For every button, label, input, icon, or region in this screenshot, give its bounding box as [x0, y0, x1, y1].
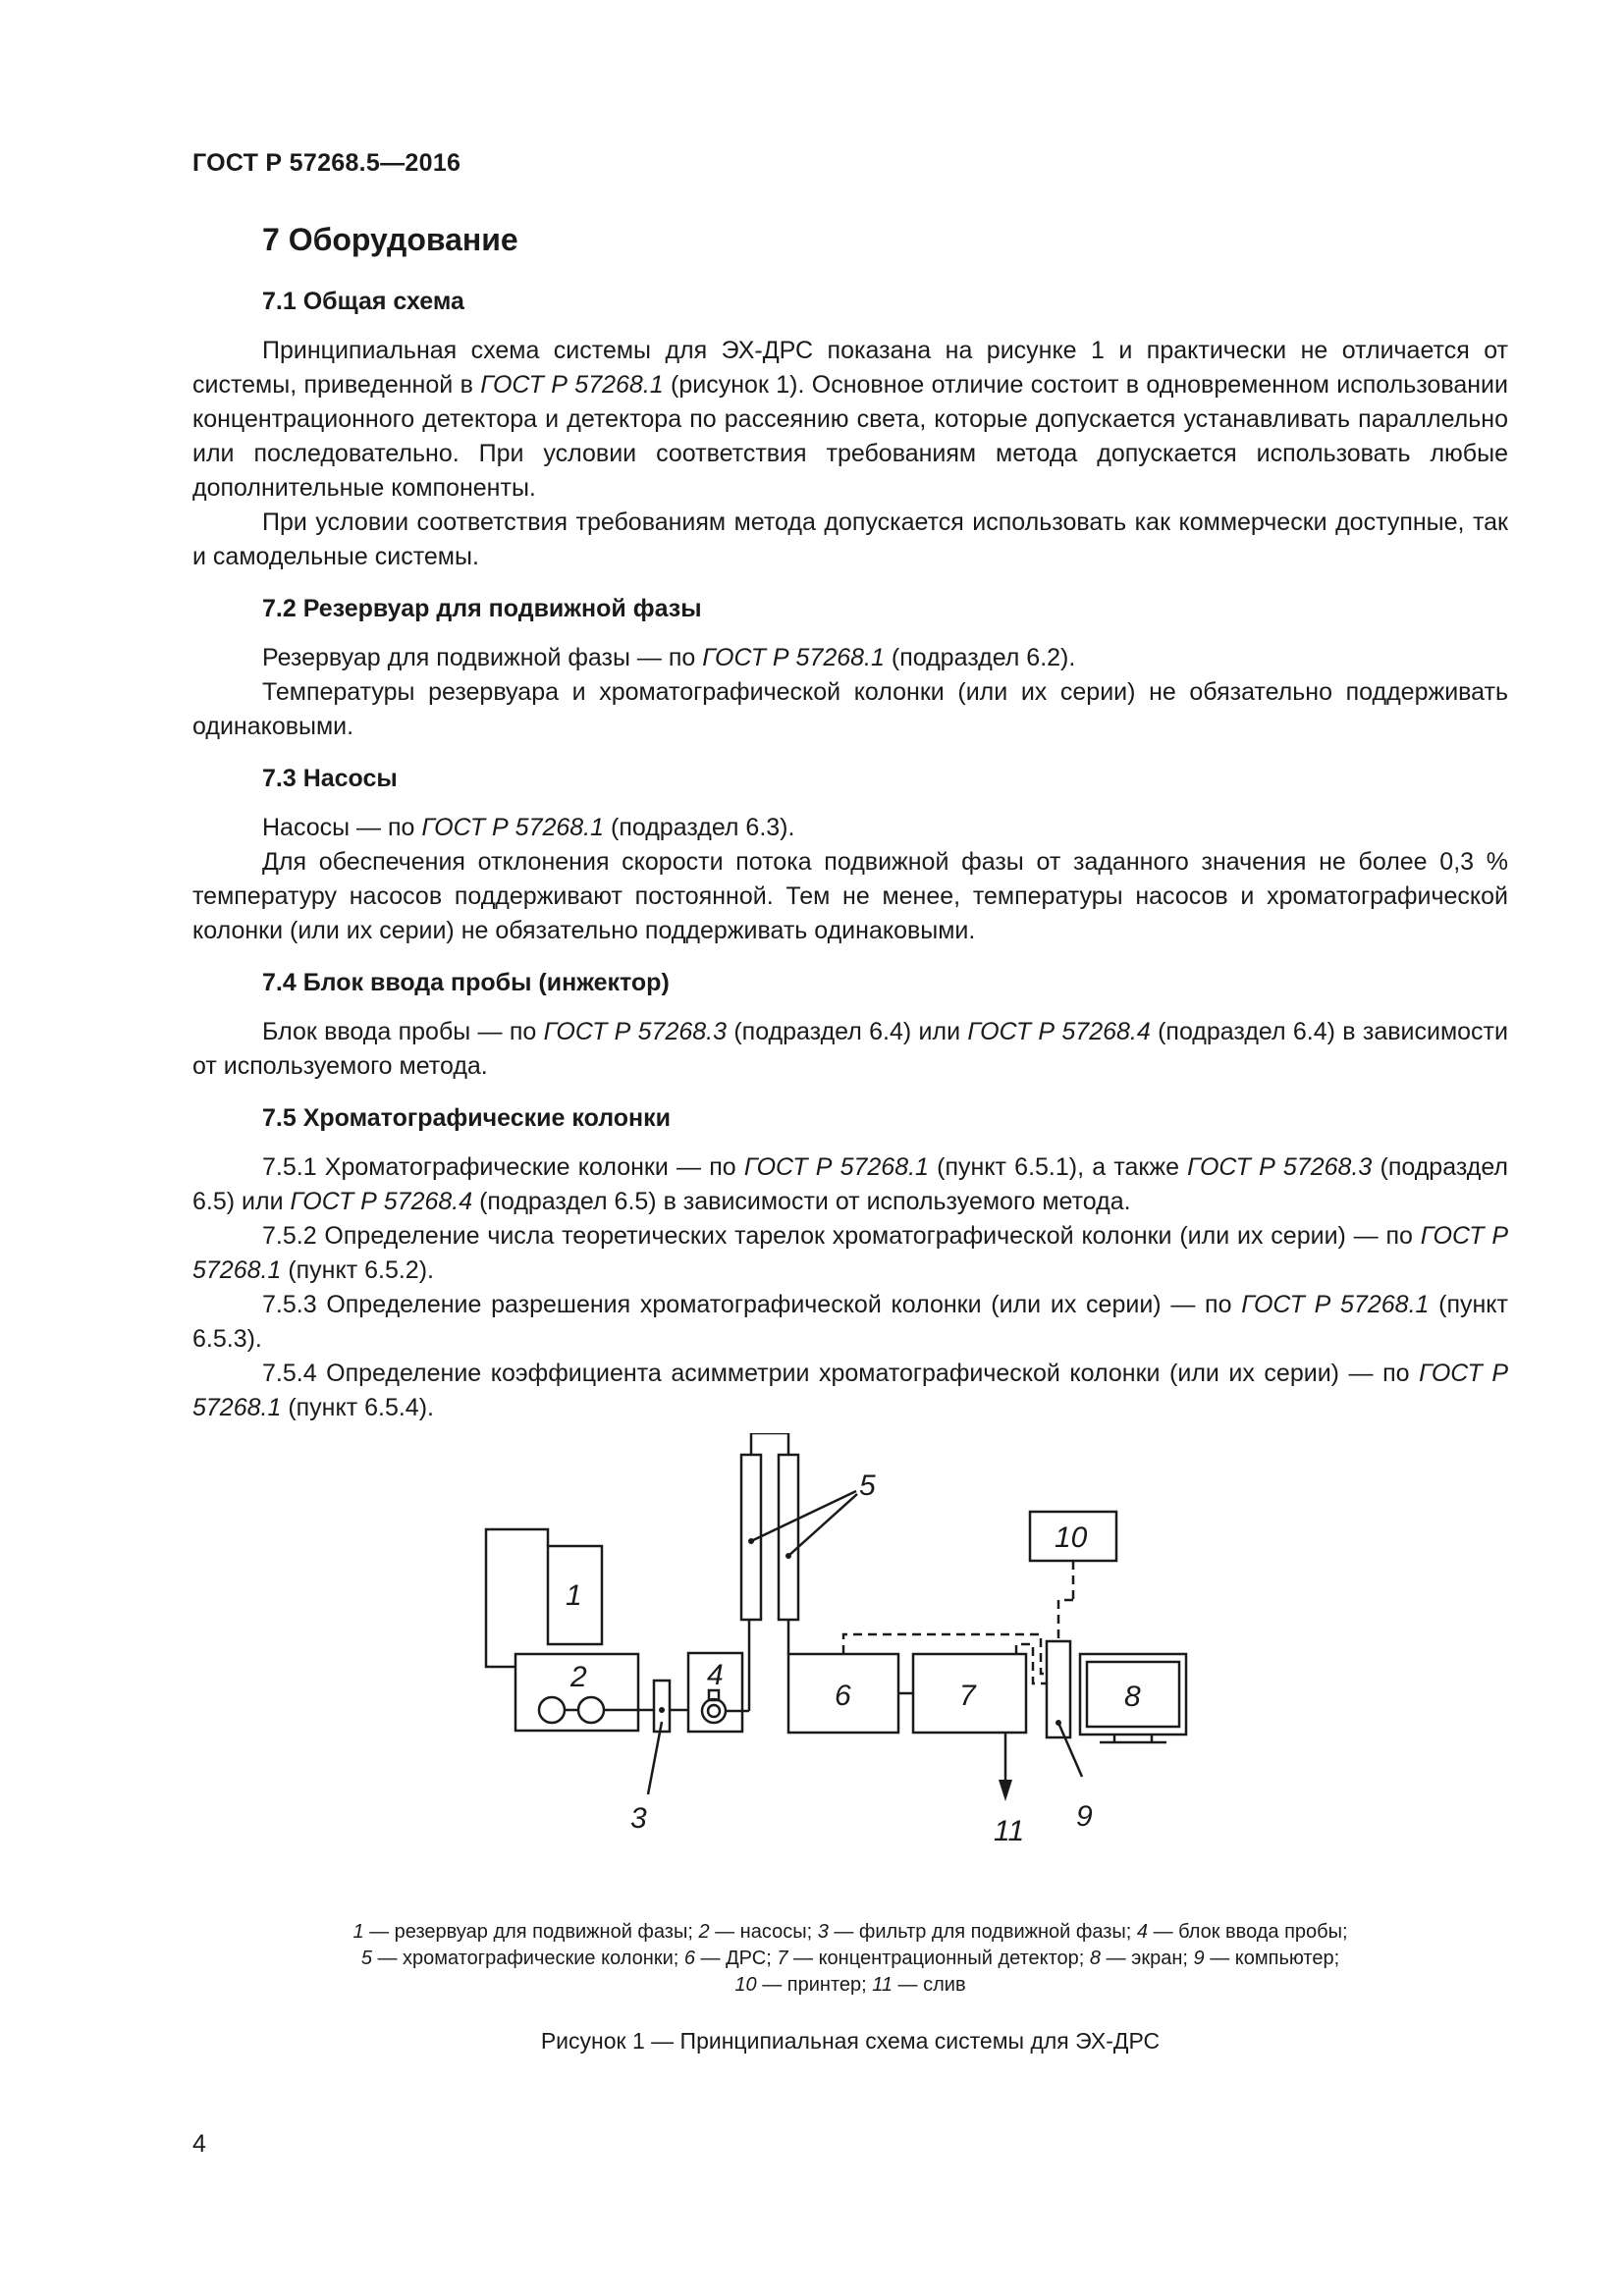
page-number: 4	[192, 2130, 206, 2158]
paragraph-7-2-1: Резервуар для подвижной фазы — по ГОСТ Р 57268.1 (подраздел 6.2).	[262, 644, 1076, 671]
paragraph-7-5-1: 7.5.1 Хроматографические колонки — по ГОСТ Р 57268.1 (пункт 6.5.1), а также ГОСТ Р 57268.3 (подраздел 6.5) или ГОСТ Р 57268.4 (подраздел 6.5) в зависимости от используемого метода.	[192, 1153, 1508, 1215]
paragraph-7-2-2: Температуры резервуара и хроматографической колонки (или их серии) не обязательно поддерживать одинаковыми.	[192, 678, 1508, 740]
injector-valve-outer	[702, 1699, 726, 1723]
label-5: 5	[859, 1469, 876, 1502]
paragraph-7-4-1: Блок ввода пробы — по ГОСТ Р 57268.3 (подраздел 6.4) или ГОСТ Р 57268.4 (подраздел 6.4) в зависимости от используемого метода.	[192, 1018, 1508, 1080]
label-8: 8	[1124, 1681, 1141, 1713]
label-6: 6	[835, 1680, 851, 1712]
subsection-title-7-3: 7.3 Насосы	[262, 765, 398, 792]
subsection-title-7-5: 7.5 Хроматографические колонки	[262, 1104, 672, 1132]
injector-valve-inner	[708, 1705, 720, 1717]
pump-circle-left	[539, 1697, 565, 1723]
label-2: 2	[570, 1661, 587, 1693]
tube-pump-reservoir	[486, 1529, 548, 1667]
subsection-title-7-2: 7.2 Резервуар для подвижной фазы	[262, 595, 702, 622]
label-9: 9	[1076, 1800, 1093, 1833]
figure-legend	[192, 1919, 1508, 1999]
paragraph-7-3-1: Насосы — по ГОСТ Р 57268.1 (подраздел 6.3).	[262, 814, 795, 841]
document-header: ГОСТ Р 57268.5—2016	[192, 149, 461, 177]
tube-column-link	[751, 1433, 788, 1455]
paragraph-7-5-4: 7.5.4 Определение коэффициента асимметрии хроматографической колонки (или их серии) — по ГОСТ Р 57268.1 (пункт 6.5.4).	[192, 1360, 1508, 1421]
figure-1-schematic	[471, 1433, 1257, 1885]
label-7: 7	[959, 1680, 976, 1712]
legend-line-2: 5 — хроматографические колонки; 6 — ДРС; 7 — концентрационный детектор; 8 — экран; 9 — компьютер;	[360, 1948, 1340, 1969]
schematic-diagram	[471, 1433, 1257, 1885]
document-body	[192, 220, 1508, 1425]
filter-dot	[659, 1707, 665, 1713]
paragraph-7-3-2: Для обеспечения отклонения скорости потока подвижной фазы от заданного значения не более 0,3 % температуру насосов поддерживают постоянной. Тем не менее, температуры насосов и хроматографической колонки (или их серии) не обязательно поддерживать одинаковыми.	[192, 848, 1508, 944]
paragraph-7-1-1: Принципиальная схема системы для ЭХ-ДРС показана на рисунке 1 и практически не отличается от системы, приведенной в ГОСТ Р 57268.1 (рисунок 1). Основное отличие состоит в одновременном использовании концентрационного детектора и детектора по рассеянию света, которые допускается устанавливать параллельно или последовательно. При условии соответствия требованиям метода допускается использовать любые дополнительные компоненты.	[192, 337, 1508, 502]
pump-circle-right	[578, 1697, 604, 1723]
label-11: 11	[994, 1815, 1025, 1847]
leader-5-left	[751, 1491, 856, 1541]
signal-detector-computer	[1016, 1644, 1047, 1683]
section-title: 7 Оборудование	[262, 222, 518, 257]
column-right	[779, 1455, 798, 1620]
label-3: 3	[630, 1802, 647, 1835]
legend-line-3: 10 — принтер; 11 — слив	[734, 1974, 966, 1996]
paragraph-7-5-2: 7.5.2 Определение числа теоретических тарелок хроматографической колонки (или их серии) — по ГОСТ Р 57268.1 (пункт 6.5.2).	[192, 1222, 1508, 1284]
label-1: 1	[566, 1579, 582, 1612]
column-left-dot	[748, 1538, 754, 1544]
label-4: 4	[707, 1659, 724, 1691]
legend-line-1: 1 — резервуар для подвижной фазы; 2 — насосы; 3 — фильтр для подвижной фазы; 4 — блок ввода пробы;	[352, 1921, 1348, 1943]
paragraph-7-1-2: При условии соответствия требованиям метода допускается использовать как коммерчески доступные, так и самодельные системы.	[192, 508, 1508, 570]
subsection-title-7-4: 7.4 Блок ввода пробы (инжектор)	[262, 969, 670, 996]
drain-arrow-icon	[999, 1780, 1012, 1801]
computer-dot	[1056, 1720, 1061, 1726]
column-right-dot	[785, 1553, 791, 1559]
subsection-title-7-1: 7.1 Общая схема	[262, 288, 464, 315]
label-10: 10	[1055, 1522, 1088, 1554]
paragraph-7-5-3: 7.5.3 Определение разрешения хроматографической колонки (или их серии) — по ГОСТ Р 57268.1 (пункт 6.5.3).	[192, 1291, 1508, 1353]
figure-caption: Рисунок 1 — Принципиальная схема системы для ЭХ-ДРС	[540, 2028, 1161, 2054]
